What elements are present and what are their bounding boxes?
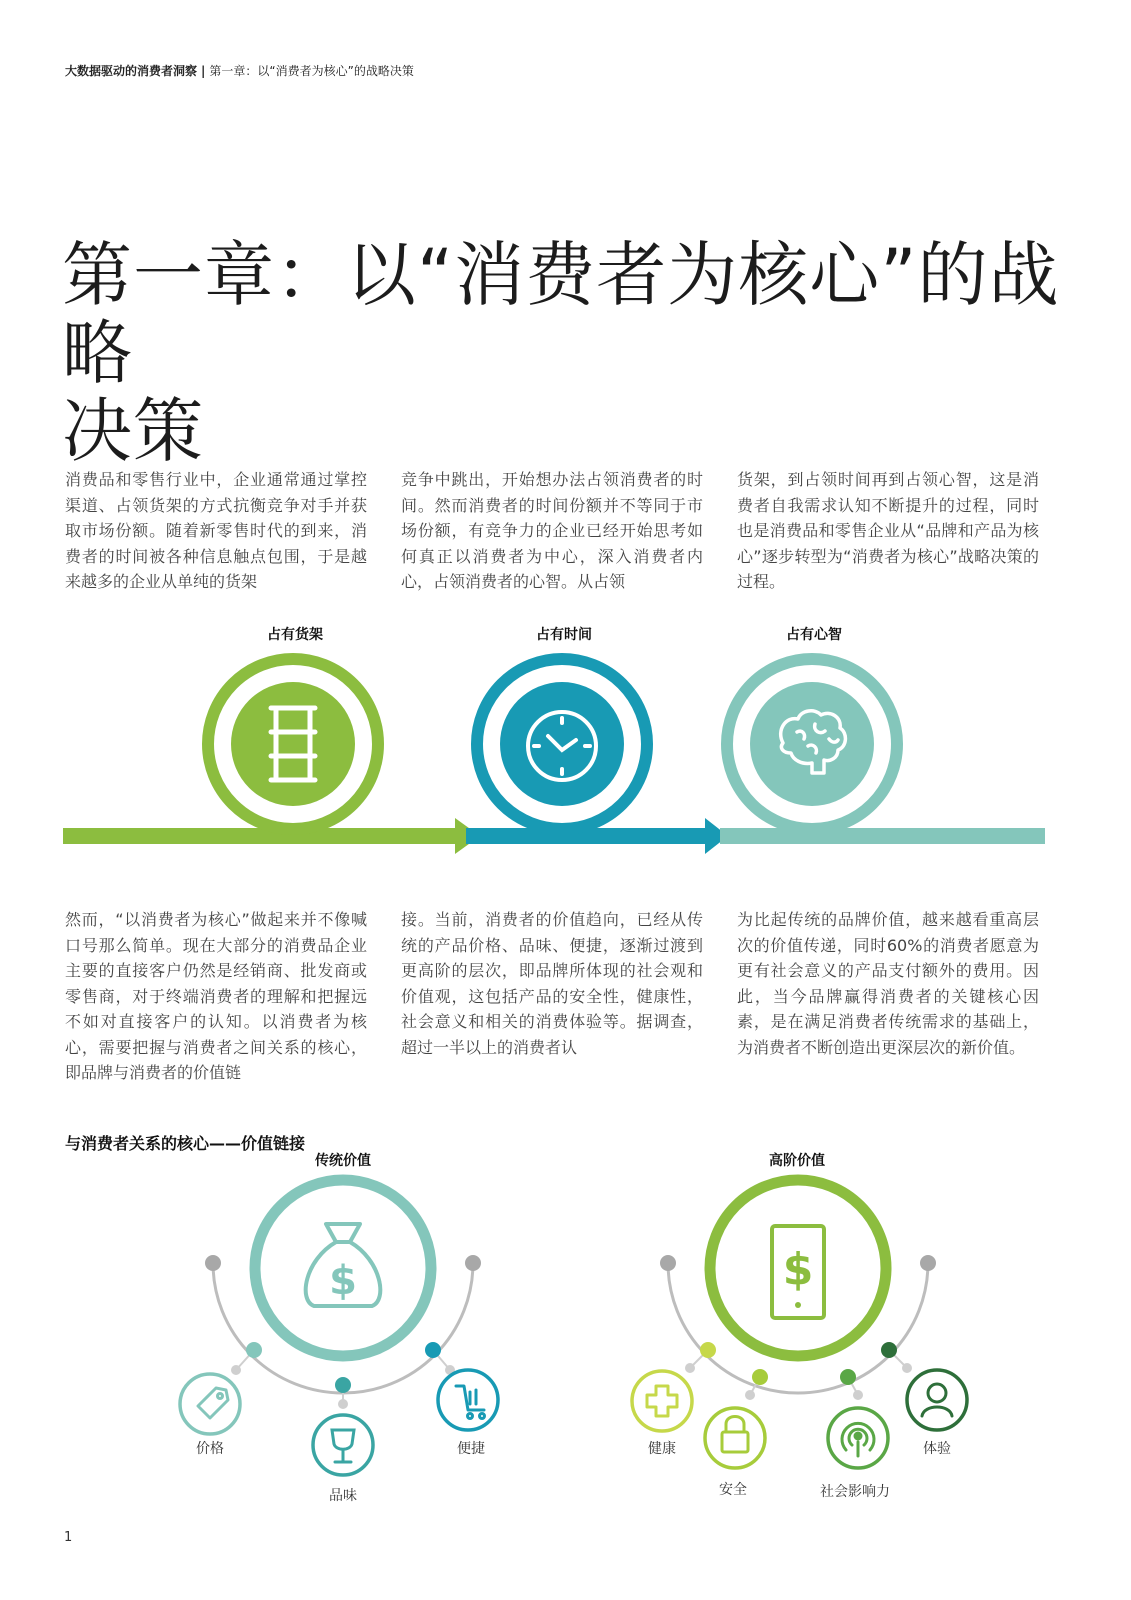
intro-paragraph-col3: 货架，到占领时间再到占领心智，这是消费者自我需求认知不断提升的过程，同时也是消费品和零售企业从“品牌和产品为核心”逐步转型为“消费者为核心”战略决策的过程。 <box>737 470 1039 591</box>
node-dot-health <box>700 1342 716 1358</box>
page-title-line1: 第一章：以“消费者为核心”的战略 <box>62 234 1060 394</box>
flow-bar-green <box>63 828 463 844</box>
arc-end-dot-left <box>205 1255 221 1271</box>
flow-bar-mint <box>720 828 1045 844</box>
page-title-line2: 决策 <box>62 390 204 472</box>
social-influence-label: 社会影响力 <box>820 1484 890 1500</box>
health-item-circle <box>632 1371 692 1431</box>
body-paragraph-col2: 接。当前，消费者的价值趋向，已经从传统的产品价格、品味、便捷，逐渐过渡到更高阶的层次，即品牌所体现的社会观和价值观，这包括产品的安全性，健康性，社会意义和相关的消费体验等。据调查，超过一半以上的消费者认 <box>401 910 703 1057</box>
safety-label: 安全 <box>719 1482 747 1498</box>
stage-mind-circle <box>727 659 897 829</box>
arc-end-dot-left <box>660 1255 676 1271</box>
page-number: 1 <box>64 1530 73 1545</box>
intro-paragraph-col2: 竞争中跳出，开始想办法占领消费者的时间。然而消费者的时间份额并不等同于市场份额，有竞争力的企业已经开始思考如何真正以消费者为中心，深入消费者内心，占领消费者的心智。从占领 <box>401 470 703 591</box>
convenience-item-circle <box>438 1370 498 1430</box>
traditional-value-diagram <box>0 1160 560 1520</box>
social-item-circle <box>828 1408 888 1468</box>
experience-item-circle <box>907 1370 967 1430</box>
page-title <box>62 236 1072 470</box>
breadcrumb-chapter: 第一章：以“消费者为核心”的战略决策 <box>209 64 414 78</box>
traditional-value-label: 传统价值 <box>315 1153 371 1169</box>
health-label: 健康 <box>648 1441 676 1457</box>
node-dot-price <box>246 1342 262 1358</box>
breadcrumb-separator: | <box>201 64 206 78</box>
node-dot-convenience <box>425 1342 441 1358</box>
node-dot-social <box>840 1369 856 1385</box>
arc-end-dot-right <box>920 1255 936 1271</box>
value-chain-section-title: 与消费者关系的核心——价值链接 <box>65 1134 306 1153</box>
price-label: 价格 <box>196 1441 224 1457</box>
node-dot-safety <box>752 1369 768 1385</box>
stage-progression-diagram <box>0 640 1131 870</box>
svg-text:$: $ <box>782 1244 814 1295</box>
stage-time-circle <box>477 659 647 829</box>
price-item-circle <box>180 1374 240 1434</box>
stage-label-time: 占有时间 <box>536 627 592 643</box>
breadcrumb <box>65 62 414 79</box>
taste-item-circle <box>313 1415 373 1475</box>
body-paragraph-col3: 为比起传统的品牌价值，越来越看重高层次的价值传递，同时60%的消费者愿意为更有社会意义的产品支付额外的费用。因此，当今品牌赢得消费者的关键核心因素，是在满足消费者传统需求的基础上，为消费者不断创造出更深层次的新价值。 <box>737 910 1039 1057</box>
convenience-label: 便捷 <box>457 1441 485 1457</box>
intro-paragraph-col1: 消费品和零售行业中，企业通常通过掌控渠道、占领货架的方式抗衡竞争对手并获取市场份额。随着新零售时代的到来，消费者的时间被各种信息触点包围，于是越来越多的企业从单纯的货架 <box>65 470 367 591</box>
experience-label: 体验 <box>923 1441 951 1457</box>
stage-shelf-circle <box>208 659 378 829</box>
svg-text:$: $ <box>329 1258 357 1304</box>
arc-end-dot-right <box>465 1255 481 1271</box>
advanced-value-diagram <box>560 1160 1131 1520</box>
stage-label-mind: 占有心智 <box>786 627 842 643</box>
taste-label: 品味 <box>329 1488 357 1504</box>
node-dot-taste <box>335 1377 351 1393</box>
node-dot-experience <box>881 1342 897 1358</box>
safety-item-circle <box>705 1408 765 1468</box>
body-paragraph-col1: 然而，“以消费者为核心”做起来并不像喊口号那么简单。现在大部分的消费品企业主要的直接客户仍然是经销商、批发商或零售商，对于终端消费者的理解和把握远不如对直接客户的认知。以消费者为核心，需要把握与消费者之间关系的核心，即品牌与消费者的价值链 <box>65 910 367 1082</box>
advanced-value-label: 高阶价值 <box>769 1153 825 1169</box>
breadcrumb-report-title: 大数据驱动的消费者洞察 <box>65 64 198 78</box>
stage-label-shelf: 占有货架 <box>267 627 323 643</box>
